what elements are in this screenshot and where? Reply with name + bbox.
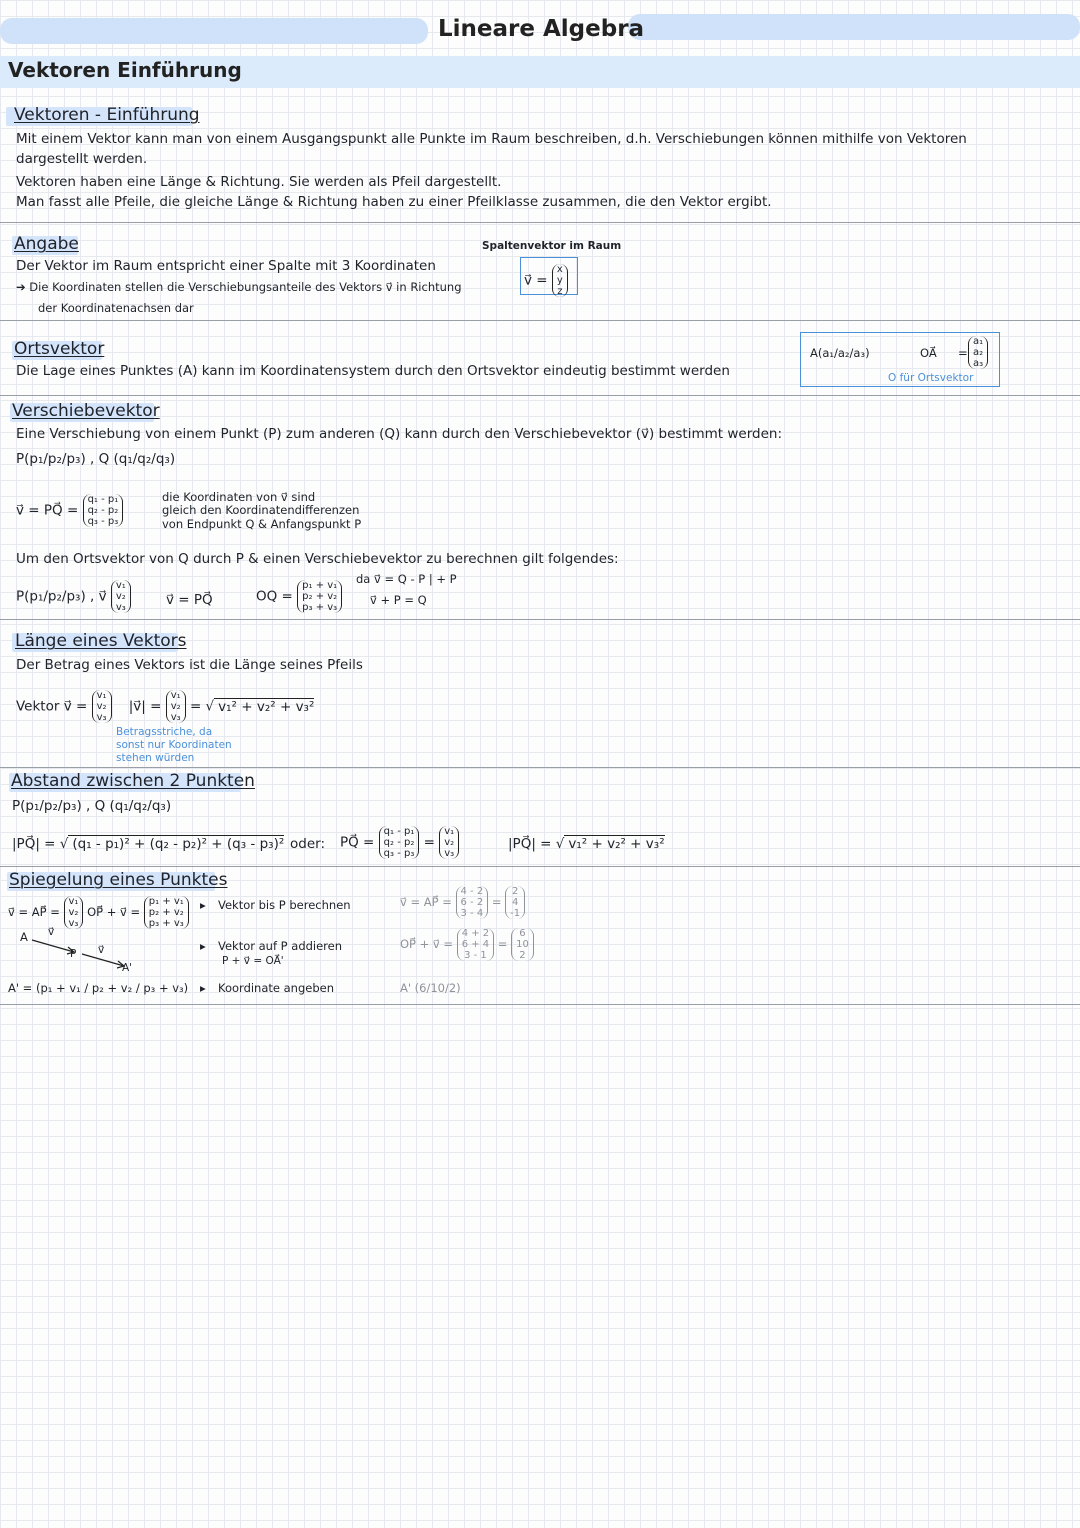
divider xyxy=(0,1004,1080,1005)
note-line: gleich den Koordinatendifferenzen xyxy=(162,503,360,517)
vector-entry: v₂ xyxy=(115,591,126,602)
text-line: Der Betrag eines Vektors ist die Länge seines Pfeils xyxy=(16,657,363,673)
column-vector xyxy=(511,928,534,961)
chapter-title: Vektoren Einführung xyxy=(8,58,242,82)
section-heading-ortsvektor: Ortsvektor xyxy=(14,339,105,359)
example-result: A' (6/10/2) xyxy=(400,981,461,995)
points-line: P(p₁/p₂/p₃) , Q (q₁/q₂/q₃) xyxy=(12,798,172,814)
vector-entry: z xyxy=(557,286,563,297)
column-vector xyxy=(64,896,84,929)
vector-entry: v₁ xyxy=(115,580,126,591)
section-heading-abstand: Abstand zwischen 2 Punkten xyxy=(11,771,255,791)
vector-entry: a₂ xyxy=(973,347,984,358)
page-title: Lineare Algebra xyxy=(438,16,645,42)
vector-entry: v₁ xyxy=(96,690,107,701)
note-line: von Endpunkt Q & Anfangspunkt P xyxy=(162,517,362,531)
matrix-entry: p₂ + v₂ xyxy=(148,907,184,918)
matrix-entry: 6 + 4 xyxy=(461,939,490,950)
f2-oq xyxy=(256,580,342,613)
formula: |PQ⃗| = √ v₁² + v₂² + v₃² xyxy=(508,836,665,852)
formula xyxy=(16,494,123,527)
column-vector xyxy=(439,826,459,859)
annotation: Betragsstriche, da sonst nur Koordinaten stehen würden xyxy=(116,726,232,764)
matrix-entry: q₂ - p₂ xyxy=(383,837,415,848)
step-bullet: ▸ xyxy=(200,939,206,953)
formula-lhs: v⃗ = PQ⃗ = xyxy=(16,502,79,519)
title-bar-right xyxy=(628,14,1080,40)
formula: |PQ⃗| = √ (q₁ - p₁)² + (q₂ - p₂)² + (q₃ - p₃)² xyxy=(12,836,285,852)
divider xyxy=(0,767,1080,768)
matrix-entry: q₁ - p₁ xyxy=(87,494,119,505)
column-vector xyxy=(552,264,568,297)
text-line: Der Vektor im Raum entspricht einer Spalte mit 3 Koordinaten xyxy=(16,258,436,274)
note-line: v⃗ + P = Q xyxy=(370,593,427,607)
result-line: A' = (p₁ + v₁ / p₂ + v₂ / p₃ + v₃) xyxy=(8,981,189,995)
matrix-entry: p₁ + v₁ xyxy=(302,580,338,591)
column-vector xyxy=(166,690,186,723)
column-vector xyxy=(505,886,525,919)
text-line: Die Lage eines Punktes (A) kann im Koordinatensystem durch den Ortsvektor eindeutig bestimmt werden xyxy=(16,363,730,379)
formula-lhs: v⃗ = xyxy=(524,272,548,289)
matrix-entry: 4 + 2 xyxy=(461,928,490,939)
side-label: Spaltenvektor im Raum xyxy=(482,240,622,252)
matrix-entry: 3 - 4 xyxy=(460,908,484,919)
text-line: Um den Ortsvektor von Q durch P & einen Verschiebevektor zu berechnen gilt folgendes: xyxy=(16,551,619,567)
equals: = xyxy=(189,698,202,715)
vector-entry: v₁ xyxy=(170,690,181,701)
equals: = xyxy=(958,346,968,360)
vector-entry: x xyxy=(556,264,563,275)
annotation: O für Ortsvektor xyxy=(888,372,974,384)
formula-lhs: OP⃗ + v⃗ = xyxy=(87,905,141,919)
formula-lhs: |PQ⃗| = xyxy=(12,836,56,852)
root-expression: v₁² + v₂² + v₃² xyxy=(214,698,314,715)
vector-entry: 2 xyxy=(511,886,519,897)
text-line: Man fasst alle Pfeile, die gleiche Länge & Richtung haben zu einer Pfeilklasse zusammen, die den Vektor ergibt. xyxy=(16,194,772,210)
label-a: A xyxy=(20,930,28,944)
abs-label: |v⃗| = xyxy=(128,698,162,715)
column-vector-wrap xyxy=(968,336,988,369)
vec-label: Vektor v⃗ = xyxy=(16,698,88,715)
title-bar-left xyxy=(0,18,428,44)
text-line: Vektoren haben eine Länge & Richtung. Sie werden als Pfeil dargestellt. xyxy=(16,174,502,190)
step: Vektor auf P addieren xyxy=(218,939,343,953)
matrix-entry: p₃ + v₃ xyxy=(148,918,184,929)
vector-entry: v₂ xyxy=(444,837,455,848)
matrix xyxy=(379,826,420,859)
label-v: v⃗ xyxy=(48,926,55,938)
matrix-entry: 3 - 1 xyxy=(464,950,487,961)
matrix-entry: p₂ + v₂ xyxy=(302,591,338,602)
text-line: ➔ Die Koordinaten stellen die Verschiebungsanteile des Vektors v⃗ in Richtung xyxy=(16,280,462,294)
matrix xyxy=(297,580,342,613)
section-heading-einfuehrung: Vektoren - Einführung xyxy=(14,105,200,125)
vector-entry: a₁ xyxy=(973,336,984,347)
matrix xyxy=(456,886,489,919)
label-a-prime: A' xyxy=(122,962,133,974)
matrix-entry: p₃ + v₃ xyxy=(302,602,338,613)
formula: Vektor v⃗ = v₁ v₂ v₃ |v⃗| = v₁ v₂ v₃ = √ v₁² + v₂² + v₃² xyxy=(16,690,315,723)
formula-lhs: v⃗ = AP⃗ = xyxy=(400,895,452,909)
ortsvektor-label: OA⃗ xyxy=(920,346,937,360)
vector-entry: v₁ xyxy=(444,826,455,837)
step-sub: P + v⃗ = OA⃗' xyxy=(222,955,284,967)
vector-entry: -1 xyxy=(510,908,521,919)
divider xyxy=(0,222,1080,223)
note-line: da v⃗ = Q - P | + P xyxy=(356,572,457,586)
example-formula: v⃗ = AP⃗ = 4 - 2 6 - 2 3 - 4 = 2 4 -1 xyxy=(400,886,525,919)
formula-lhs: OP⃗ + v⃗ = xyxy=(400,937,454,951)
text-line: Mit einem Vektor kann man von einem Ausgangspunkt alle Punkte im Raum beschreiben, d.h. Verschiebungen können mithilfe von Vektoren xyxy=(16,131,967,147)
equals: = xyxy=(423,834,435,851)
reflection-sketch xyxy=(18,928,158,978)
formula xyxy=(524,264,568,297)
formula-lhs: PQ⃗ = xyxy=(340,834,375,851)
divider xyxy=(0,320,1080,321)
vector-entry: 6 xyxy=(519,928,526,939)
divider xyxy=(0,866,1080,867)
vector-entry: v₃ xyxy=(444,848,455,859)
matrix xyxy=(83,494,124,527)
vector-entry: v₃ xyxy=(115,602,126,613)
column-vector xyxy=(111,580,131,613)
divider xyxy=(0,395,1080,396)
section-heading-spiegelung: Spiegelung eines Punktes xyxy=(9,870,228,890)
matrix-entry: q₂ - p₂ xyxy=(87,505,119,516)
root-expression: (q₁ - p₁)² + (q₂ - p₂)² + (q₃ - p₃)² xyxy=(68,835,284,852)
vector-entry: y xyxy=(556,275,563,286)
arrow-a-p xyxy=(32,940,74,952)
points-line: P(p₁/p₂/p₃) , Q (q₁/q₂/q₃) xyxy=(16,451,176,467)
step: Vektor bis P berechnen xyxy=(218,898,351,912)
text-line: dargestellt werden. xyxy=(16,151,148,167)
oder-label: oder: xyxy=(290,836,325,852)
step-bullet: ▸ xyxy=(200,898,206,912)
section-heading-laenge: Länge eines Vektors xyxy=(15,631,187,651)
text-line: Eine Verschiebung von einem Punkt (P) zum anderen (Q) kann durch den Verschiebevektor (v⃗) bestimmt werden: xyxy=(16,426,782,442)
vector-entry: v₁ xyxy=(68,896,79,907)
matrix-entry: 6 - 2 xyxy=(460,897,484,908)
matrix-entry: q₁ - p₁ xyxy=(383,826,415,837)
matrix-entry: 4 - 2 xyxy=(460,886,484,897)
matrix-entry: p₁ + v₁ xyxy=(148,896,184,907)
f2-points-label: P(p₁/p₂/p₃) , v⃗ xyxy=(16,588,107,605)
matrix-entry: q₃ - p₃ xyxy=(383,848,415,859)
formula xyxy=(8,896,189,929)
label-v: v⃗ xyxy=(98,944,105,956)
f2-points xyxy=(16,580,131,613)
matrix-entry: q₃ - p₃ xyxy=(87,516,119,527)
vector-entry: a₃ xyxy=(973,358,984,369)
root-expression: v₁² + v₂² + v₃² xyxy=(564,835,664,852)
vector-entry: v₃ xyxy=(96,712,107,723)
f2-v: v⃗ = PQ⃗ xyxy=(166,592,213,608)
note-line: die Koordinaten von v⃗ sind xyxy=(162,490,316,504)
formula-lhs: v⃗ = AP⃗ = xyxy=(8,905,60,919)
f2-oq-label: OQ = xyxy=(256,588,293,605)
step-bullet: ▸ xyxy=(200,981,206,995)
formula xyxy=(340,826,459,859)
divider xyxy=(0,619,1080,620)
vector-entry: v₂ xyxy=(96,701,107,712)
matrix xyxy=(457,928,494,961)
column-vector xyxy=(968,336,988,369)
formula-lhs: |PQ⃗| = xyxy=(508,836,552,852)
point-label: A(a₁/a₂/a₃) xyxy=(810,346,870,360)
matrix xyxy=(144,896,189,929)
vector-entry: 10 xyxy=(516,939,529,950)
vector-entry: v₂ xyxy=(170,701,181,712)
section-heading-angabe: Angabe xyxy=(14,234,79,254)
example-formula: OP⃗ + v⃗ = 4 + 2 6 + 4 3 - 1 = 6 10 2 xyxy=(400,928,534,961)
step: Koordinate angeben xyxy=(218,981,335,995)
vector-entry: 2 xyxy=(519,950,526,961)
label-p: P xyxy=(70,948,77,960)
vector-entry: v₃ xyxy=(68,918,79,929)
text-line: der Koordinatenachsen dar xyxy=(38,301,194,315)
section-heading-verschiebevektor: Verschiebevektor xyxy=(12,401,160,421)
vector-entry: v₃ xyxy=(170,712,181,723)
column-vector xyxy=(92,690,112,723)
vector-entry: v₂ xyxy=(68,907,79,918)
vector-entry: 4 xyxy=(511,897,519,908)
